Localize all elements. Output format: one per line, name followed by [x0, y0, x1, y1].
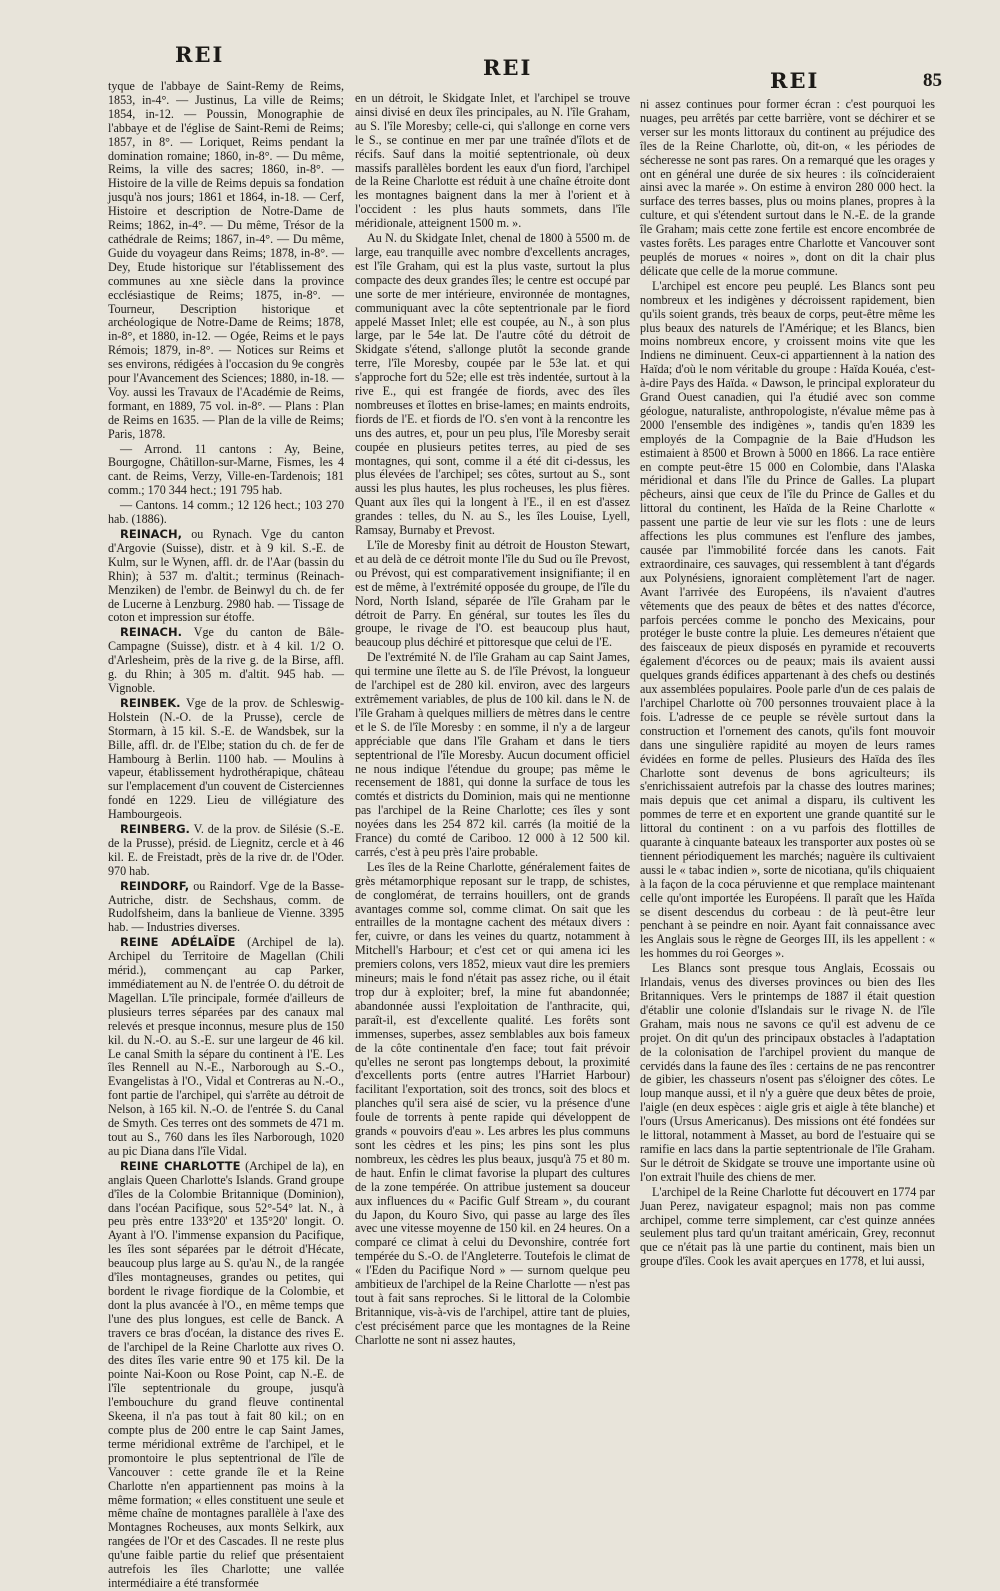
entry-reinbek [108, 697, 344, 822]
column-middle [355, 92, 630, 1372]
entry-text: V. de la prov. de Silésie (S.-E. de la Prusse), présid. de Liegnitz, cercle et à 46 kil. E. de Freistadt, près de la rive dr. de l'Oder. 970 hab. [108, 822, 345, 878]
running-head-right: REI [770, 68, 820, 93]
entry-text: (Archipel de la). Archipel du Territoire de Magellan (Chili mérid.), commençant au cap Parker, immédiatement au N. de l'entrée O. du détroit de Magellan. L'île principale, formée d'ailleurs de plusieurs terres séparées par des canaux mal relevés et presque inconnus, mesure plus de 150 kil. du N.-O. au S.-E. sur une largeur de 46 kil. Le canal Smith la sépare du continent à l'E. Les îles Rennell au N.-E., Narborough au S.-O., Evangelistas à l'O., Vidal et Contreras au N.-O., font partie de l'archipel, qui s'arrête au détroit de Nelson, à 165 kil. N.-O. de l'entrée S. du Canal de Smyth. Ces terres ont des sommets de 471 m. tout au S., 760 dans les îles Narborough, 1020 au pic Diana dans l'île Vidal. [108, 935, 345, 1158]
entry-reinberg [108, 823, 344, 879]
entry-text: (Archipel de la), en anglais Queen Charlotte's Islands. Grand groupe d'îles de la Colombie Britannique (Dominion), dans l'océan Pacifique, sous 52°-54° lat. N., à peu près entre 133°20' et 135°20' longit. O. Ayant à l'O. l'immense expansion du Pacifique, les îles sont séparées par le détroit d'Hécate, beaucoup plus large au S. qu'au N., de la rangée d'îles montagneuses, grandes ou petites, qui bordent le rivage fiordique de la Colombie, et dont la plus avancée à l'O., en même temps que l'une des plus longues, est celle de Banck. A travers ce bras d'océan, la distance des rives E. de l'archipel de la Reine Charlotte aux rives O. des dites îles varie entre 90 et 175 kil. De la pointe Nai-Koon ou Rose Point, cap N.-E. de l'île septentrionale du groupe, jusqu'à l'embouchure du grand fleuve continental Skeena, il n'a pas tout à fait 80 kil.; on en compte plus de 200 entre le cap Saint James, terme méridional extrême de l'archipel, et le promontoire le plus septentrional de l'île de Vancouver : cette grande île et la Reine Charlotte n'en appartiennent pas moins à la même formation; « elles constituent une seule et même chaîne de montagnes parallèle à l'axe des Montagnes Rocheuses, aux monts Selkirk, aux rangées de l'Or et des Cascades. Il ne reste plus qu'une faible partie du relief que présentaient autrefois les îles Charlotte; une vallée intermédiaire a été transformée [108, 1158, 344, 1590]
headword: REINDORF, [120, 878, 190, 893]
reims-cantons: — Cantons. 14 comm.; 12 126 hect.; 103 270 hab. (1886). [108, 498, 344, 527]
paragraph: en un détroit, le Skidgate Inlet, et l'archipel se trouve ainsi divisé en deux îles principales, au N. l'île Graham, au S. l'île Moresby; celle-ci, qui s'allonge en corne vers le S., se continue en mer par une traînée d'îlots et de récifs. Sauf dans la moitié septentrionale, où deux massifs parallèles bordent les eaux d'un fiord, l'archipel de la Reine Charlotte est réduit à une chaîne étroite dont les montagnes baignent dans la mer à l'orient et à l'occident : les plus hauts sommets, dans l'île méridionale, atteignent 1500 m. ». [355, 91, 630, 231]
page-number: 85 [923, 70, 942, 91]
headword: REINBEK. [120, 695, 181, 710]
running-head-middle: REI [483, 55, 533, 80]
headword: REINACH, [120, 527, 182, 541]
paragraph: Au N. du Skidgate Inlet, chenal de 1800 à 5500 m. de large, eau tranquille avec nombre d'excellents ancrages, est l'île Graham, qui est la plus vaste, surtout la plus compacte des deux grandes îles; le centre est occupé par une sorte de mer intérieure, environnée de montagnes, communiquant avec la côte septentrionale par le fiord appelé Masset Inlet; elle est coupée, au N., à son plus large, par le 54e lat. De l'autre côté du détroit de Skidgate s'étend, s'allonge plutôt la seconde grande terre, l'île Moresby, coupée par le 53e lat. et qui s'approche fort du 52e; elle est très indentée, surtout à la rive E., qui est frangée de fiords, avec des îles nombreuses et îlottes en brise-lames; en maints endroits, fiords de l'E. et fiords de l'O. s'en vont à la rencontre les uns des autres, et, pour un peu plus, l'île Moresby serait coupée en plusieurs petites terres, au pied de ses montagnes, qui sont, comme il a été dit ci-dessus, les plus élevées de l'archipel; ses côtes, surtout au S., sont aussi les plus hautes, les plus rocheuses, les plus fières. Quant aux îles qui la longent à l'E., il en est d'assez grandes : telles, du N. au S., les îles Louise, Lyell, Ramsay, Burnaby et Prevost. [355, 231, 630, 538]
entry-reinach-bale [108, 626, 344, 696]
reims-bibliography: tyque de l'abbaye de Saint-Remy de Reims, 1853, in-4°. — Justinus, La ville de Reims; 1854, in-12. — Poussin, Monographie de l'abbaye et de l'église de Saint-Remi de Reims; 1857, in 8°. — Loriquet, Reims pendant la domination romaine; 1860, in-8°. — Du même, Reims, la ville des sacres; 1860, in-8°. — Histoire de la ville de Reims depuis sa fondation jusqu'à nos jours; 1861 et 1864, in-18. — Cerf, Histoire et description de Notre-Dame de Reims; 1862, in-4°. — Du même, Trésor de la cathédrale de Reims; 1867, in-4°. — Du même, Guide du voyageur dans Reims; 1878, in-8°. — Dey, Etude historique sur l'établissement des communes au xne siècle dans la province ecclésiastique de Reims; 1875, in-8°. — Tourneur, Description historique et archéologique de Notre-Dame de Reims; 1878, in-8°, et 1880, in-12. — Ogée, Reims et le pays Rémois; 1879, in-8°. — Notices sur Reims et ses environs, rédigées à l'occasion du 9e congrès pour l'Avancement des Sciences; 1880, in-18. — Voy. aussi les Travaux de l'Académie de Reims, formant, en 1889, 75 vol. in-8°. — Plans : Plan de Reims en 1635. — Plan de la ville de Reims; Paris, 1878. [108, 79, 344, 441]
headword: REINE ADÉLAÏDE [120, 935, 236, 950]
reims-arrondissement: — Arrond. 11 cantons : Ay, Beine, Bourgogne, Châtillon-sur-Marne, Fismes, les 4 cant. de Reims, Verzy, Ville-en-Tardenois; 181 comm.; 170 344 hect.; 191 795 hab. [108, 441, 344, 498]
entry-reine-charlotte [108, 1160, 344, 1591]
entry-text: Vge de la prov. de Schleswig-Holstein (N.-O. de la Prusse), cercle de Stormarn, à 15 kil. S.-E. de Wandsbek, sur la Bille, affl. dr. de l'Elbe; station du ch. de fer de Hambourg à Berlin. 1100 hab. — Moulins à vapeur, établissement hydrothérapique, château sur l'emplacement d'un couvent de Cisterciennes fondé en 1229. Lieu de villégiature des Hambourgeois. [108, 695, 344, 822]
entry-reindorf [108, 880, 344, 936]
column-right [640, 98, 935, 1373]
column-left [108, 79, 345, 1590]
paragraph: L'archipel de la Reine Charlotte fut découvert en 1774 par Juan Perez, navigateur espagnol; mais non pas comme archipel, comme terre simplement, car c'est quinze années seulement plus tard qu'un traitant américain, Grey, reconnut que ce n'était pas là une partie du continent, mais bien un groupe d'îles. Cook les avait aperçues en 1778, et lui aussi, [640, 1184, 935, 1269]
paragraph: Les Blancs sont presque tous Anglais, Ecossais ou Irlandais, venus des diverses provinces ou bien des Iles Britanniques. Vers le printemps de 1887 il était question d'établir une colonie d'Islandais sur le rivage N. de l'île Graham, mais nous ne savons ce qu'il est advenu de ce projet. On dit qu'un des principaux obstacles à l'adaptation de la colonisation de l'archipel provient du manque de cervidés dans la faune des îles : certains de ne pas rencontrer de gibier, les chasseurs n'osent pas s'éloigner des côtes. Le loup manque aussi, et il n'y a guère que deux bêtes de proie, l'aigle (en deux espèces : aigle gris et aigle à tête blanche) et l'ours (Ursus Americanus). Des missions ont été fondées sur le littoral, notamment à Masset, au bord de l'estuaire qui se ramifie en lacs dans la partie septentrionale de l'île Graham. Sur le détroit de Skidgate se trouve une importante usine où l'on extrait l'huile des chiens de mer. [640, 961, 935, 1184]
headword: REINE CHARLOTTE [120, 1158, 241, 1173]
paragraph: Les îles de la Reine Charlotte, généralement faites de grès métamorphique reposant sur le trapp, de schistes, de conglomérat, de terrains houillers, ont de grands avantages comme sol, comme climat. On sait que les entrailles de la montagne cachent des métaux divers : fer, cuivre, or dans les veines du quartz, notamment à Mitchell's Harbour; et c'est cet or qui amena ici les premiers colons, vers 1852, mieux vaut dire les premiers mineurs; mais le fond n'était pas assez riche, ou il était trop dur à exploiter; bref, la mine fut abandonnée; abandonnée aussi l'exploitation de l'anthracite, qui, paraît-il, est d'excellente qualité. Les forêts sont immenses, superbes, assez semblables aux bois fameux de la côte continentale d'en face; tout fait prévoir qu'elles ne seront pas longtemps debout, la proximité d'excellents ports (entre autres l'Harriet Harbour) facilitant l'exportation, soit des troncs, soit des blocs et planches qu'il sera aisé de scier, vu la présence d'une foule de torrents à pente rapide qui développent de grands « pouvoirs d'eau ». Les arbres les plus communs sont les cèdres et les pins; les pins sont les plus nombreux, les cèdres les plus beaux, jusqu'à 75 et 80 m. de haut. Enfin le climat favorise la plupart des cultures de la zone tempérée. On attribue justement sa douceur aux influences du « Pacific Gulf Stream », du courant du Japon, du Kouro Sivo, qui passe au large des îles avec une vitesse moyenne de 150 kil. en 24 heures. On a comparé ce climat à celui du Devonshire, contrée fort tempérée du S.-O. de l'Angleterre. Toutefois le climat de « l'Eden du Pacifique Nord » — surnom quelque peu ambitieux de l'archipel de la Reine Charlotte — n'est pas tout à fait sans reproches. Si le littoral de la Colombie Britannique, vis-à-vis de l'archipel, attire tant de pluies, c'est précisément parce que les montagnes de la Reine Charlotte ne sont ni assez hautes, [355, 859, 630, 1347]
entry-text: ou Raindorf. Vge de la Basse-Autriche, distr. de Sechshaus, comm. de Rudolfsheim, dans la banlieue de Vienne. 3395 hab. — Industries diverses. [108, 878, 344, 935]
headword: REINBERG. [120, 822, 190, 837]
entry-text: ou Rynach. Vge du canton d'Argovie (Suisse), distr. et à 9 kil. S.-E. de Kulm, sur le Wynen, affl. dr. de l'Aar (bassin du Rhin); à 537 m. d'altit.; terminus (Reinach-Menziken) de l'embr. de Beinwyl du ch. de fer de Lucerne à Lenzburg. 2980 hab. — Tissage de coton et impression sur étoffe. [108, 527, 344, 625]
paragraph: L'île de Moresby finit au détroit de Houston Stewart, et au delà de ce détroit monte l'île du Sud ou île Prevost, ou Prévost, qui est comparativement insignifiante; il en est de même, à l'extrémité opposée du groupe, de l'île du Nord, North Island, séparée de l'île Graham par le détroit de Parry. En général, sur toutes les îles du groupe, le rivage de l'O. est beaucoup plus haut, beaucoup plus déchiré et pittoresque que celui de l'E. [355, 538, 630, 650]
running-head-left: REI [175, 42, 225, 67]
entry-reinach-argovie [108, 528, 344, 625]
entry-reine-adelaide [108, 936, 344, 1159]
paragraph: De l'extrémité N. de l'île Graham au cap Saint James, qui termine une îlette au S. de l'île Prévost, la longueur de l'archipel est de 280 kil. environ, avec des largeurs extrêmement variables, de plus de 100 kil. dans le N. de l'île Graham à quelques milliers de mètres dans le centre et le S. de l'île Moresby : en somme, il n'y a de largeur appréciable que dans l'île Graham et dans le tiers septentrional de l'île Moresby. Aucun document officiel ne nous indique l'étendue du groupe; pas même le recensement de 1881, qui donne la surface de tous les comtés et districts du Dominion, mais qui ne mentionne pas l'archipel de la Reine Charlotte; ces îles y sont noyées dans les 254 872 kil. carrés (la moitié de la France) du comté de Cariboo. 12 000 à 12 500 kil. carrés, c'est à peu près l'aire probable. [355, 650, 630, 859]
paragraph: L'archipel est encore peu peuplé. Les Blancs sont peu nombreux et les indigènes y décroissent rapidement, bien qu'ils soient grands, très beaux de corps, peut-être même les plus beaux des naturels de l'Amérique; et les Blancs, bien moins nombreux encore, y croissent moins vite que les Indiens ne diminuent. Ceux-ci appartiennent à la nation des Haïda; d'où le nom véritable du groupe : Haïda Kouéa, c'est-à-dire Pays des Haïda. « Dawson, le principal explorateur du Grand Ouest canadien, qui l'a étudié avec son comme géologue, naturaliste, anthropologiste, n'évalue même pas à 2000 l'ensemble des indigènes », tandis qu'en 1839 les employés de la Compagnie de la Baie d'Hudson les estimaient à 8500 et Brown à 5000 en 1866. La race entière en compte peut-être 15 000 en Colombie, dans l'Alaska méridional et dans l'île du Prince de Galles. La plupart pêcheurs, ainsi que ceux de l'île du Prince de Galles et du littoral du continent, les Haïda de la Reine Charlotte « passent une partie de leur vie sur les flots : une de leurs affections les plus communes est l'enflure des jambes, causée par l'immobilité forcée dans les canots. Fait extraordinaire, ces sauvages, qui ressemblent à tant d'égards aux Polynésiens, ignoraient complètement l'art de nager. Avant l'arrivée des Européens, ils n'avaient d'autres vêtements que des peaux de bêtes et des nattes d'écorce, parfois percées comme le poncho des Mexicains, pour protéger le buste contre la pluie. Les demeures n'étaient que des faisceaux de pieux disposés en pyramide et recouverts également d'écorces ou de peaux; mais ils avaient aussi quelques grands édifices appartenant à des chefs ou destinés aux assemblées populaires. Poole parle d'un de ces palais de l'archipel Charlotte où 700 personnes trouvaient place à la fois. L'adresse de ce peuple se révèle surtout dans la construction et l'ornement des canots, qu'ils font mouvoir dans une singulière rapidité au moyen de leurs rames évidées en forme de pelles. Plusieurs des Haïda des îles Charlotte sont devenus de bons agriculteurs; ils s'enrichissaient autrefois par la chasse des loutres marines; mais depuis que cet animal a disparu, ils cultivent les pommes de terre et en exportent une grande quantité sur le littoral du continent : on a vu parfois des flottilles de quarante à cinquante bateaux les transporter aux postes où se tiennent périodiquement les marchés; naguère ils cultivaient aussi le « tabac indien », sorte de nicotiana, qu'ils chiquaient à la façon de la coca péruvienne et que remplace maintenant celle qu'ont importée les Européens. Il paraît que les Haïda se disent descendus du corbeau : de là peut-être leur penchant à se peindre en noir. Ayant fait connaissance avec les Anglais sous le règne de Georges III, ils les appellent : « les hommes du roi Georges ». [640, 278, 935, 961]
paragraph: ni assez continues pour former écran : c'est pourquoi les nuages, peu arrêtés par cette barrière, vont se déchirer et se verser sur les monts littoraux du continent au préjudice des îles de la Reine Charlotte, où, dit-on, « les périodes de sécheresse ne sont pas rares. On a remarqué que les orages y ont en général une durée de six heures : ils coïncideraient ainsi avec la marée ». On estime à environ 280 000 hect. la surface des terres basses, plus ou moins planes, propres à la culture, et qui s'étendent surtout dans le N.-E. de la grande île Graham; mais cette zone fertile est encore encombrée de vastes forêts. Les parages entre Charlotte et Vancouver sont peuplés de morues « noires », dont on dit la chair plus délicate que celle de la morue commune. [640, 97, 935, 278]
headword: REINACH. [120, 625, 182, 640]
entry-text: Vge du canton de Bâle-Campagne (Suisse), distr. et à 4 kil. 1/2 O. d'Arlesheim, près de la rive g. de la Birse, affl. g. du Rhin; à 305 m. d'altit. 945 hab. — Vignoble. [108, 625, 344, 695]
